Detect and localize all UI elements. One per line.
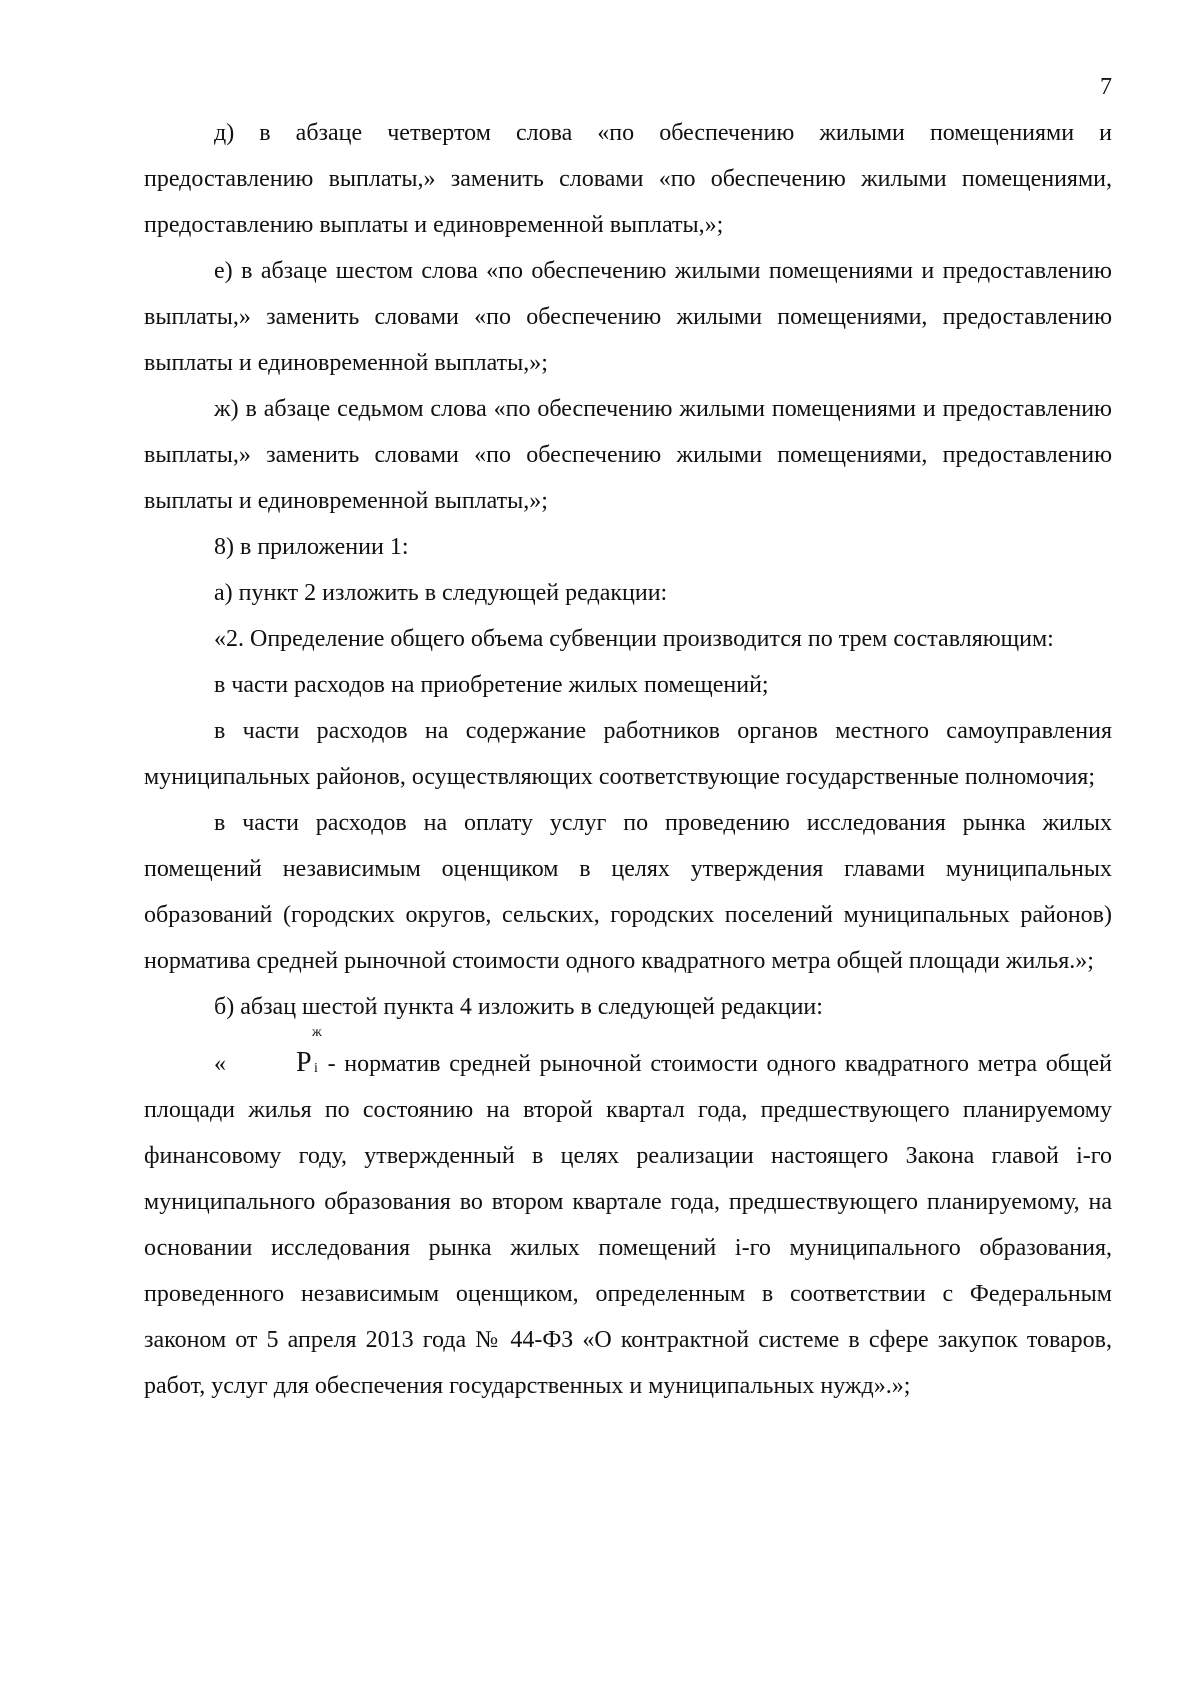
paragraph-point-2: «2. Определение общего объема субвенции производится по трем составляющим: [214,626,1054,652]
formula-symbol-superscript: ж [312,1025,322,1040]
paragraph-a: а) пункт 2 изложить в следующей редакции: [214,580,668,606]
page-number: 7 [1100,74,1112,100]
paragraph-staff-expenses: в части расходов на содержание работников органов местного самоуправления муниципальных районов, осуществляющих соответствующие государственные полномочия; [144,718,1112,790]
paragraph-formula-definition [144,1025,1112,1409]
formula-definition-text: - норматив средней рыночной стоимости одного квадратного метра общей площади жилья по состоянию на второй квартал года, предшествующего планируемому финансовому году, утвержденный в целях реализации настоящего Закона главой i-го муниципального образования во втором квартале года, предшествующего планируемому, на основании исследования рынка жилых помещений i-го муниципального образования, проведенного независимым оценщиком, определенным в соответствии с Федеральным законом от 5 апреля 2013 года № 44-ФЗ «О контрактной системе в сфере закупок товаров, работ, услуг для обеспечения государственных и муниципальных нужд».»; [144,1051,1112,1399]
paragraph-appraisal-expenses: в части расходов на оплату услуг по проведению исследования рынка жилых помещений независимым оценщиком в целях утверждения главами муниципальных образований (городских округов, сельских, городских поселений муниципальных районов) норматива средней рыночной стоимости одного квадратного метра общей площади жилья.»; [144,810,1112,974]
formula-symbol-main: P [296,1047,312,1078]
paragraph-housing-expenses: в части расходов на приобретение жилых помещений; [214,672,769,698]
paragraph-d: д) в абзаце четвертом слова «по обеспечению жилыми помещениями и предоставлению выплаты,» заменить словами «по обеспечению жилыми помещениями, предоставлению выплаты и единовременной выплаты,»; [144,120,1112,238]
open-quote: « [214,1051,226,1077]
paragraph-item-8: 8) в приложении 1: [214,534,409,560]
paragraph-zh: ж) в абзаце седьмом слова «по обеспечению жилыми помещениями и предоставлению выплаты,» заменить словами «по обеспечению жилыми помещениями, предоставлению выплаты и единовременной выплаты,»; [144,396,1112,514]
formula-symbol [226,1025,322,1086]
formula-symbol-subscript: i [314,1061,318,1076]
paragraph-b: б) абзац шестой пункта 4 изложить в следующей редакции: [214,994,823,1020]
paragraph-e: е) в абзаце шестом слова «по обеспечению жилыми помещениями и предоставлению выплаты,» заменить словами «по обеспечению жилыми помещениями, предоставлению выплаты и единовременной выплаты,»; [144,258,1112,376]
document-body [144,110,1112,1409]
